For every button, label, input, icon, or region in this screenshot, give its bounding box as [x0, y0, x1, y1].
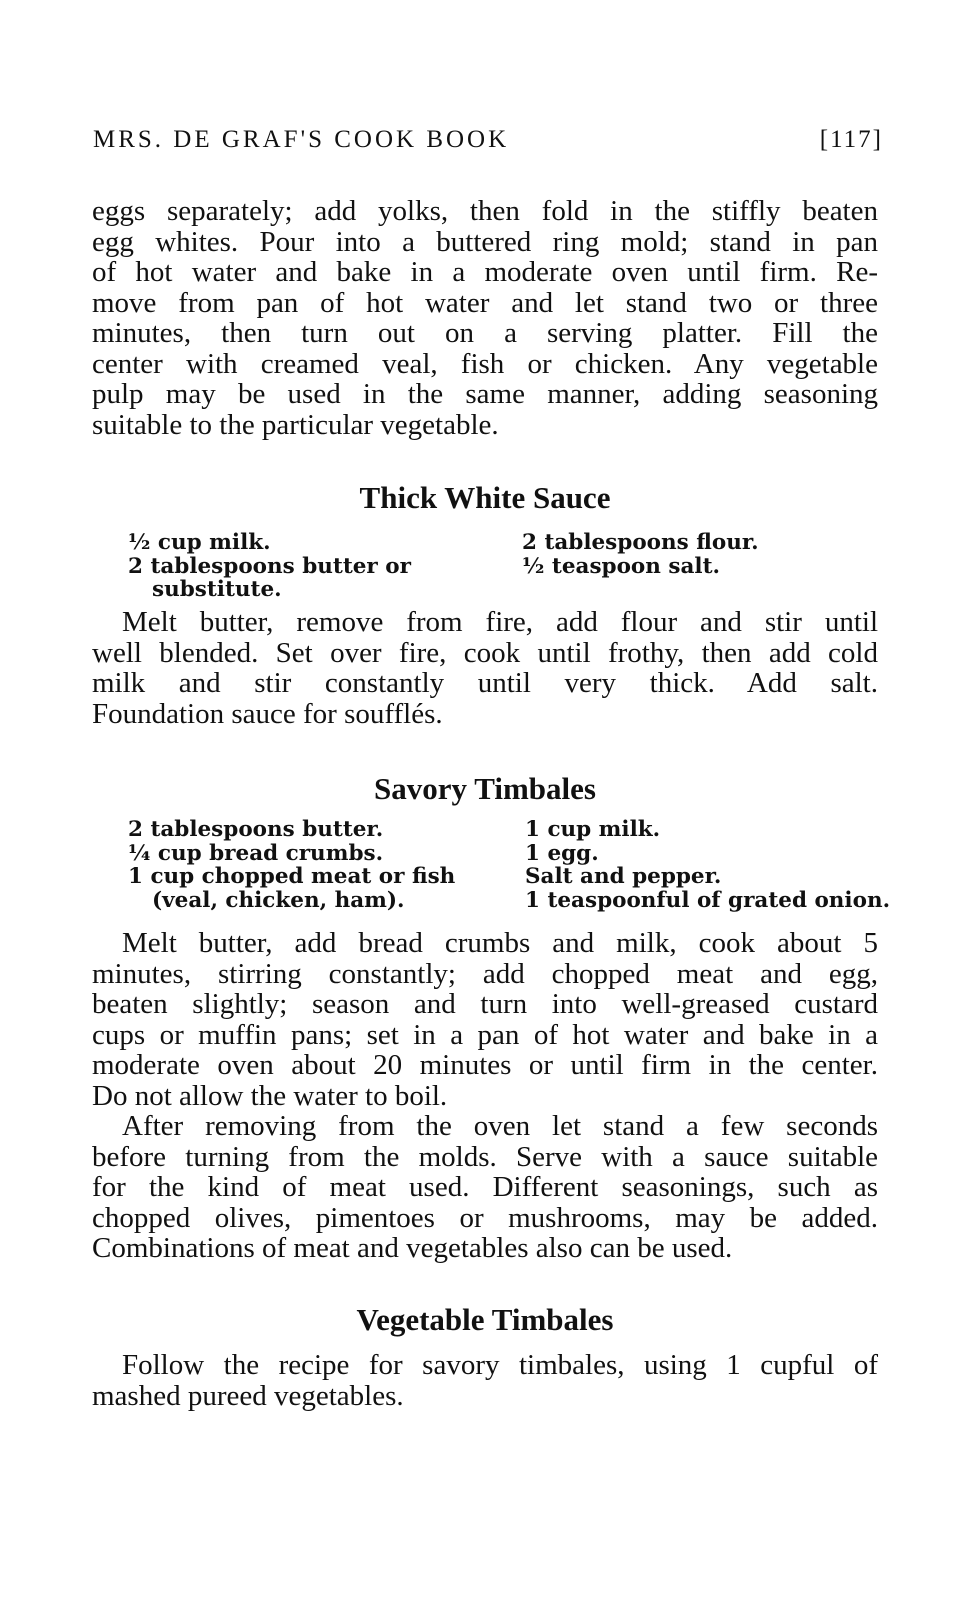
text-line: move from pan of hot water and let stand two or three [92, 286, 878, 319]
text-line: beaten slightly; season and turn into well-greased custard [92, 988, 878, 1020]
text-line: egg whites. Pour into a buttered ring mold; stand in pan [92, 225, 878, 258]
text-line: After removing from the oven let stand a few seconds [122, 1110, 878, 1142]
ingredient: 1 teaspoonful of grated onion. [525, 887, 891, 913]
ingredient: ½ teaspoon salt. [522, 553, 721, 579]
text-line: Do not allow the water to boil. [92, 1079, 448, 1112]
ingredient: 2 tablespoons flour. [522, 530, 759, 555]
text-line: cups or muffin pans; set in a pan of hot water and bake in a [92, 1018, 878, 1051]
ingredient: Salt and pepper. [525, 864, 722, 889]
recipe-title-thick-white-sauce: Thick White Sauce [359, 480, 611, 515]
text-line: Follow the recipe for savory timbales, using 1 cupful of [122, 1349, 878, 1381]
method-savory-timbales [92, 928, 878, 1111]
intro-paragraph [92, 196, 878, 440]
text-line: moderate oven about 20 minutes or until firm in the center. [92, 1049, 878, 1081]
text-line: for the kind of meat used. Different seasonings, such as [92, 1171, 878, 1203]
method-thick-white-sauce [92, 607, 878, 729]
ingredients-right [525, 818, 890, 912]
text-line: Combinations of meat and vegetables also can be used. [92, 1232, 733, 1264]
text-line: minutes, then turn out on a serving platter. Fill the [92, 317, 878, 349]
page-number: [117] [819, 126, 883, 153]
ingredients-left [128, 531, 411, 602]
recipe-title-savory-timbales: Savory Timbales [374, 771, 596, 806]
text-line: Foundation sauce for soufflés. [92, 697, 443, 730]
ingredient: ½ cup milk. [128, 530, 271, 555]
ingredient: substitute. [152, 577, 282, 602]
text-line: of hot water and bake in a moderate oven until firm. Re- [92, 256, 878, 288]
text-line: mashed pureed vegetables. [92, 1379, 404, 1412]
ingredients-left [128, 818, 455, 912]
text-line: eggs separately; add yolks, then fold in the stiffly beaten [92, 195, 878, 227]
ingredients-right [522, 531, 759, 578]
text-line: minutes, stirring constantly; add chopped meat and egg, [92, 957, 878, 990]
ingredient: 2 tablespoons butter or [128, 553, 411, 579]
ingredient: 1 cup chopped meat or fish [128, 864, 456, 889]
ingredient: 1 egg. [525, 840, 599, 866]
text-line: chopped olives, pimentoes or mushrooms, may be added. [92, 1201, 878, 1234]
text-line: suitable to the particular vegetable. [92, 408, 499, 441]
text-line: Melt butter, remove from fire, add flour and stir until [122, 606, 878, 638]
ingredient: (veal, chicken, ham). [152, 887, 405, 913]
text-line: before turning from the molds. Serve with a sauce suitable [92, 1140, 878, 1173]
text-line: center with creamed veal, fish or chicken. Any vegetable [92, 347, 878, 380]
method-vegetable-timbales [92, 1350, 878, 1411]
book-title: MRS. DE GRAF'S COOK BOOK [93, 126, 510, 153]
ingredient: ¼ cup bread crumbs. [128, 840, 384, 866]
ingredient: 1 cup milk. [525, 817, 661, 842]
ingredient: 2 tablespoons butter. [128, 817, 384, 842]
text-line: well blended. Set over fire, cook until frothy, then add cold [92, 636, 878, 669]
note-savory-timbales [92, 1111, 878, 1264]
text-line: milk and stir constantly until very thick. Add salt. [92, 667, 878, 699]
text-line: Melt butter, add bread crumbs and milk, cook about 5 [122, 927, 878, 959]
running-head [93, 126, 883, 154]
text-line: pulp may be used in the same manner, adding seasoning [92, 378, 878, 410]
recipe-title-vegetable-timbales: Vegetable Timbales [356, 1302, 614, 1337]
